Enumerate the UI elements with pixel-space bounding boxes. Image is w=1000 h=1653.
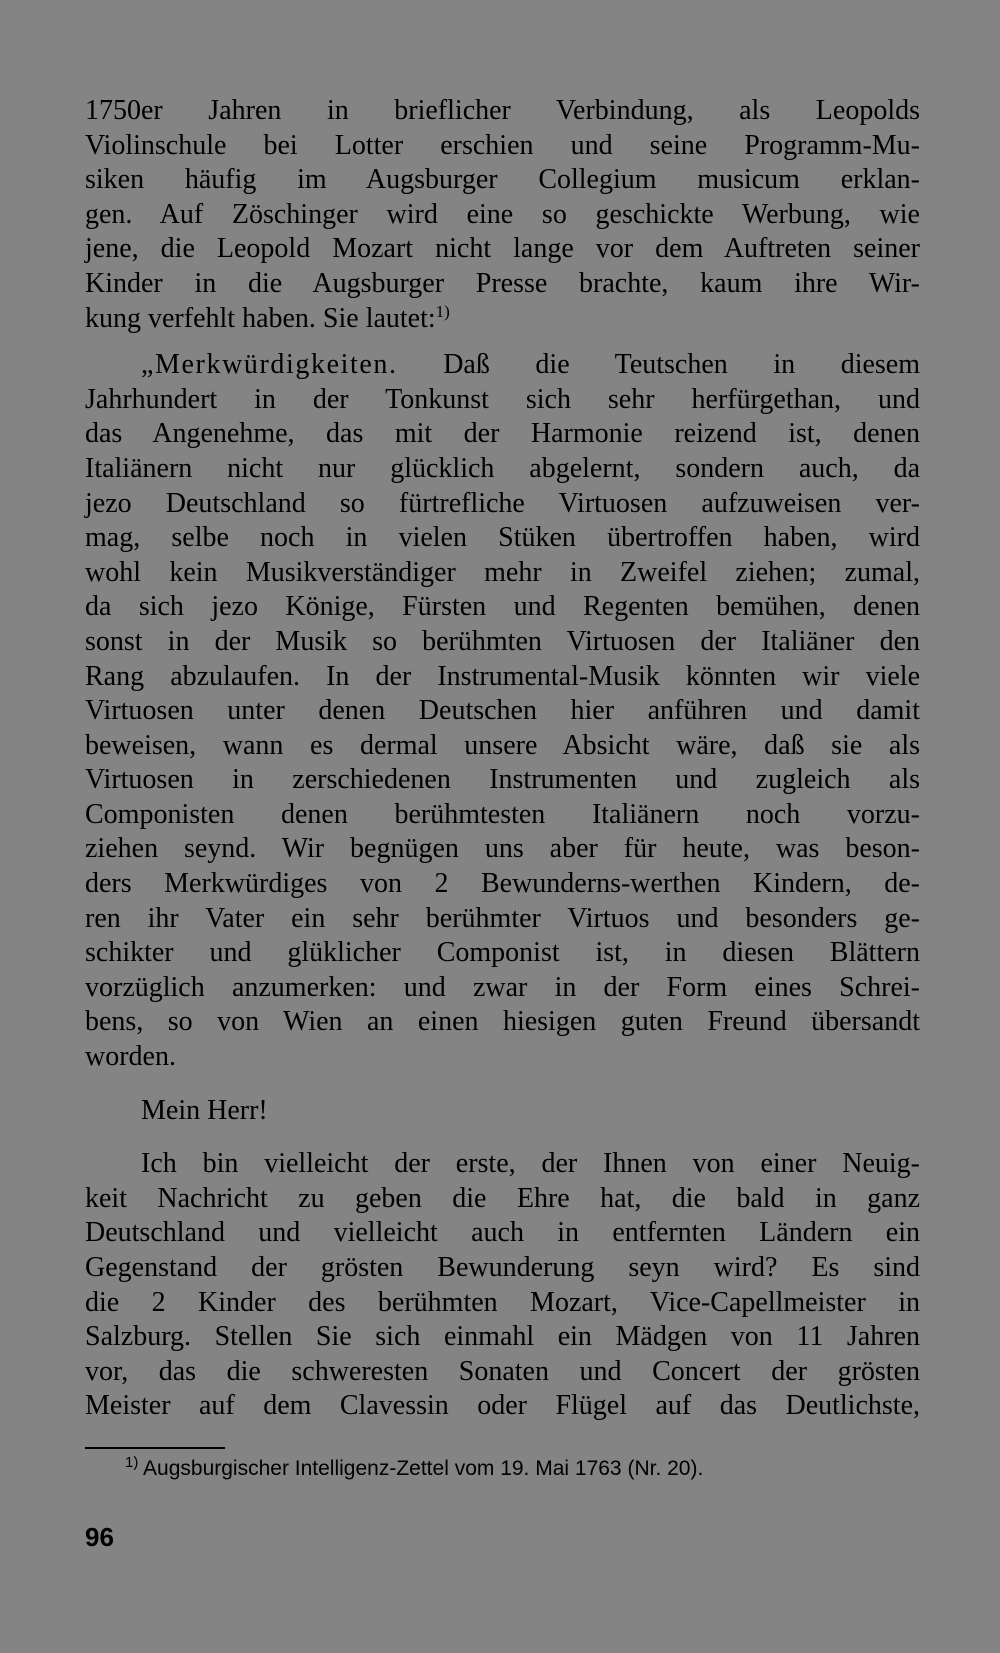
- salutation-text: Mein Herr!: [141, 1094, 268, 1126]
- text-line: die 2 Kinder des berühmten Mozart, Vice-Capellmeister in: [85, 1286, 920, 1318]
- text-line: Jahrhundert in der Tonkunst sich sehr herfürgethan, und: [85, 383, 920, 415]
- text-line: Componisten denen berühmtesten Italiänern noch vorzu-: [85, 798, 920, 830]
- text-line: das Angenehme, das mit der Harmonie reizend ist, denen: [85, 418, 920, 450]
- text-line: worden.: [85, 1041, 176, 1073]
- text-line: ders Merkwürdiges von 2 Bewunderns-werthen Kindern, de-: [85, 868, 920, 900]
- text-line: [85, 302, 920, 337]
- text-line: Meister auf dem Clavessin oder Flügel auf das Deutlichste,: [85, 1390, 920, 1422]
- paragraph-intro: [85, 94, 920, 336]
- footnote-reference: 1): [435, 301, 450, 321]
- text-line: gen. Auf Zöschinger wird eine so geschickte Werbung, wie: [85, 198, 920, 230]
- footnote-divider: [85, 1447, 225, 1449]
- notice-first-line: Daß die Teutschen in diesem: [443, 349, 921, 381]
- text-line: vor, das die schweresten Sonaten und Concert der grösten: [85, 1355, 920, 1387]
- text-line: keit Nachricht zu geben die Ehre hat, die bald in ganz: [85, 1182, 920, 1214]
- text-line: bens, so von Wien an einen hiesigen guten Freund übersandt: [85, 1006, 920, 1038]
- text-line: Gegenstand der grösten Bewunderung seyn wird? Es sind: [85, 1252, 920, 1283]
- text-line: Ich bin vielleicht der erste, der Ihnen von einer Neuig-: [141, 1148, 920, 1180]
- text-line: ren ihr Vater ein sehr berühmter Virtuos und besonders ge-: [85, 902, 920, 934]
- footnote: [125, 1454, 704, 1481]
- text-line: [85, 348, 920, 383]
- text-line: Virtuosen in zerschiedenen Instrumenten und zugleich als: [85, 764, 920, 796]
- text-line: vorzüglich anzumerken: und zwar in der Form eines Schrei-: [85, 971, 920, 1003]
- last-line-text: kung verfehlt haben. Sie lautet:: [85, 302, 436, 334]
- text-line: ziehen seynd. Wir begnügen uns aber für heute, was beson-: [85, 833, 920, 865]
- text-line: wohl kein Musikverständiger mehr in Zweifel ziehen; zumal,: [85, 556, 920, 588]
- text-line: beweisen, wann es dermal unsere Absicht wäre, daß sie als: [85, 729, 920, 761]
- page-number: 96: [85, 1522, 114, 1552]
- text-line: 1750er Jahren in brieflicher Verbindung, als Leopolds: [85, 95, 920, 126]
- notice-heading: „Merkwürdigkeiten.: [141, 349, 398, 381]
- text-line: Kinder in die Augsburger Presse brachte, kaum ihre Wir-: [85, 267, 920, 299]
- text-line: jene, die Leopold Mozart nicht lange vor dem Auftreten seiner: [85, 233, 920, 265]
- text-line: da sich jezo Könige, Fürsten und Regenten bemühen, denen: [85, 591, 920, 623]
- text-line: siken häufig im Augsburger Collegium musicum erklan-: [85, 164, 920, 196]
- text-line: Virtuosen unter denen Deutschen hier anführen und damit: [85, 695, 920, 727]
- salutation: [85, 1094, 920, 1129]
- footnote-marker: 1): [125, 1454, 139, 1471]
- text-line: sonst in der Musik so berühmten Virtuosen der Italiäner den: [85, 625, 920, 657]
- page-body: [85, 94, 920, 1424]
- text-line: Deutschland und vielleicht auch in entfernten Ländern ein: [85, 1217, 920, 1249]
- text-line: schikter und glüklicher Componist ist, in diesen Blättern: [85, 937, 920, 969]
- quoted-notice: [85, 348, 920, 1074]
- text-line: Violinschule bei Lotter erschien und seine Programm-Mu-: [85, 129, 920, 161]
- text-line: Salzburg. Stellen Sie sich einmahl ein Mädgen von 11 Jahren: [85, 1321, 920, 1353]
- footnote-text: Augsburgischer Intelligenz-Zettel vom 19. Mai 1763 (Nr. 20).: [143, 1457, 704, 1480]
- letter-paragraph: [85, 1147, 920, 1424]
- text-line: mag, selbe noch in vielen Stüken übertroffen haben, wird: [85, 522, 920, 554]
- text-line: Rang abzulaufen. In der Instrumental-Musik könnten wir viele: [85, 660, 920, 692]
- text-line: jezo Deutschland so fürtrefliche Virtuosen aufzuweisen ver-: [85, 487, 920, 519]
- text-line: Italiänern nicht nur glücklich abgelernt, sondern auch, da: [85, 452, 920, 484]
